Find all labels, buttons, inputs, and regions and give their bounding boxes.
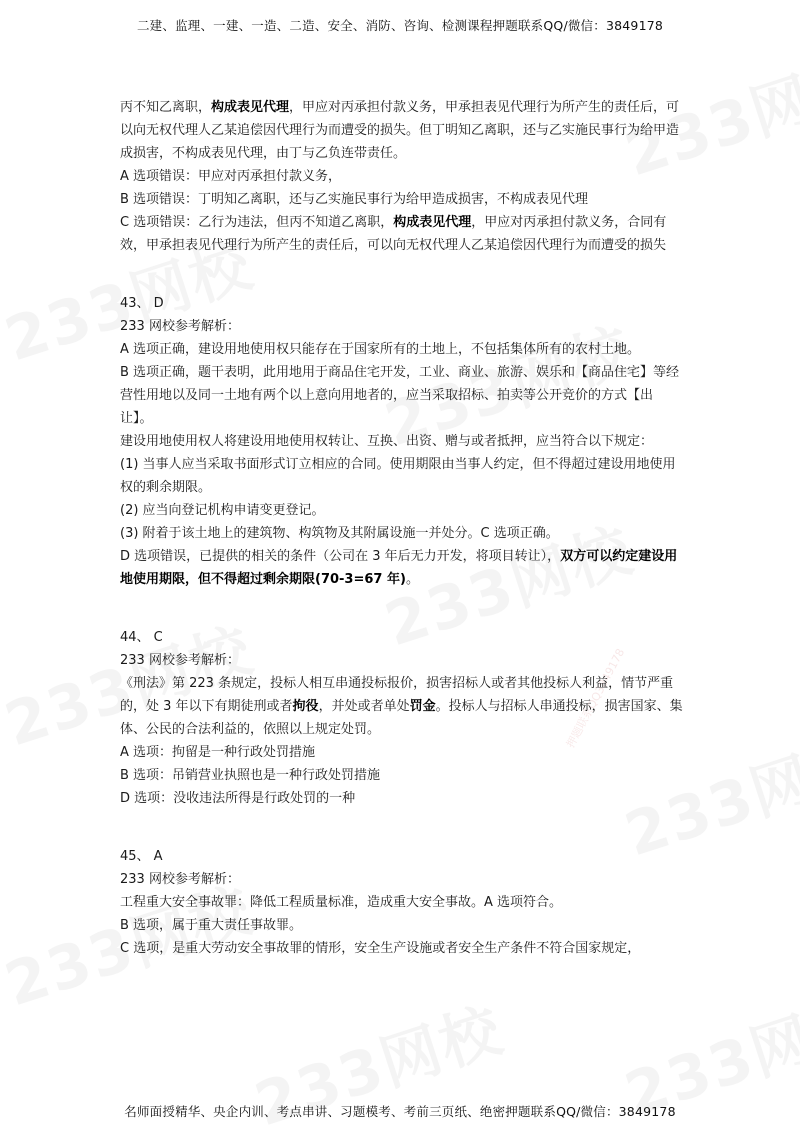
page-footer: 名师面授精华、央企内训、考点串讲、习题模考、考前三页纸、绝密押题联系QQ/微信：3849178: [124, 1104, 676, 1119]
option-a: A 选项正确，建设用地使用权只能存在于国家所有的土地上，不包括集体所有的农村土地。: [120, 342, 641, 357]
paragraph: 工程重大安全事故罪：降低工程质量标准，造成重大安全事故。A 选项符合。: [120, 895, 563, 910]
option-d: D 选项：没收违法所得是行政处罚的一种: [120, 791, 356, 806]
option-a: A 选项错误：甲应对丙承担付款义务，: [120, 169, 342, 184]
question-number: 45、 A: [120, 849, 163, 864]
source-label: 233 网校参考解析：: [120, 653, 240, 668]
page-header: 二建、监理、一建、一造、二造、安全、消防、咨询、检测课程押题联系QQ/微信：3849178: [136, 18, 664, 33]
rule-item: (1) 当事人应当采取书面形式订立相应的合同。使用期限由当事人约定，但不得超过建设用地使用权的剩余期限。: [120, 457, 676, 495]
question-number: 43、 D: [120, 296, 164, 311]
option-d: D 选项错误，已提供的相关的条件（公司在 3 年后无力开发，将项目转让），双方可以约定建设用地使用期限，但不得超过剩余期限(70-3=67 年)。: [120, 549, 678, 587]
option-a: A 选项：拘留是一种行政处罚措施: [120, 745, 316, 760]
option-b: B 选项，属于重大责任事故罪。: [120, 918, 303, 933]
source-label: 233 网校参考解析：: [120, 872, 240, 887]
rule-item: (3) 附着于该土地上的建筑物、构筑物及其附属设施一并处分。C 选项正确。: [120, 526, 559, 541]
option-b: B 选项正确，题干表明，此用地用于商品住宅开发，工业、商业、旅游、娱乐和【商品住宅】等经营性用地以及同一土地有两个以上意向用地者的，应当采取招标、拍卖等公开竞价的方式【出让】。: [120, 365, 680, 426]
paragraph: 《刑法》第 223 条规定，投标人相互串通投标报价，损害招标人或者其他投标人利益，情节严重的，处 3 年以下有期徒刑或者拘役，并处或者单处罚金。投标人与招标人串通投标，损害国家、集体、公民的合法利益的，依照以上规定处罚。: [120, 676, 683, 737]
option-b: B 选项：吊销营业执照也是一种行政处罚措施: [120, 768, 381, 783]
source-label: 233 网校参考解析：: [120, 319, 240, 334]
document-body: [120, 96, 685, 960]
option-c: C 选项错误：乙行为违法，但丙不知道乙离职，构成表见代理，甲应对丙承担付款义务，合同有效，甲承担表见代理行为所产生的责任后，可以向无权代理人乙某追偿因代理行为而遭受的损失: [120, 215, 667, 253]
option-b: B 选项错误：丁明知乙离职，还与乙实施民事行为给甲造成损害，不构成表见代理: [120, 192, 589, 207]
paragraph: 建设用地使用权人将建设用地使用权转让、互换、出资、赠与或者抵押，应当符合以下规定：: [120, 434, 654, 449]
watermark-stamp: 押题联系QQ3849178: [563, 646, 628, 750]
question-number: 44、 C: [120, 630, 163, 645]
paragraph: 丙不知乙离职，构成表见代理，甲应对丙承担付款义务，甲承担表见代理行为所产生的责任后，可以向无权代理人乙某追偿因代理行为而遭受的损失。但丁明知乙离职，还与乙实施民事行为给甲造成损害，不构成表见代理，由丁与乙负连带责任。: [120, 100, 680, 161]
option-c: C 选项，是重大劳动安全事故罪的情形，安全生产设施或者安全生产条件不符合国家规定，: [120, 941, 641, 956]
rule-item: (2) 应当向登记机构申请变更登记。: [120, 503, 325, 518]
